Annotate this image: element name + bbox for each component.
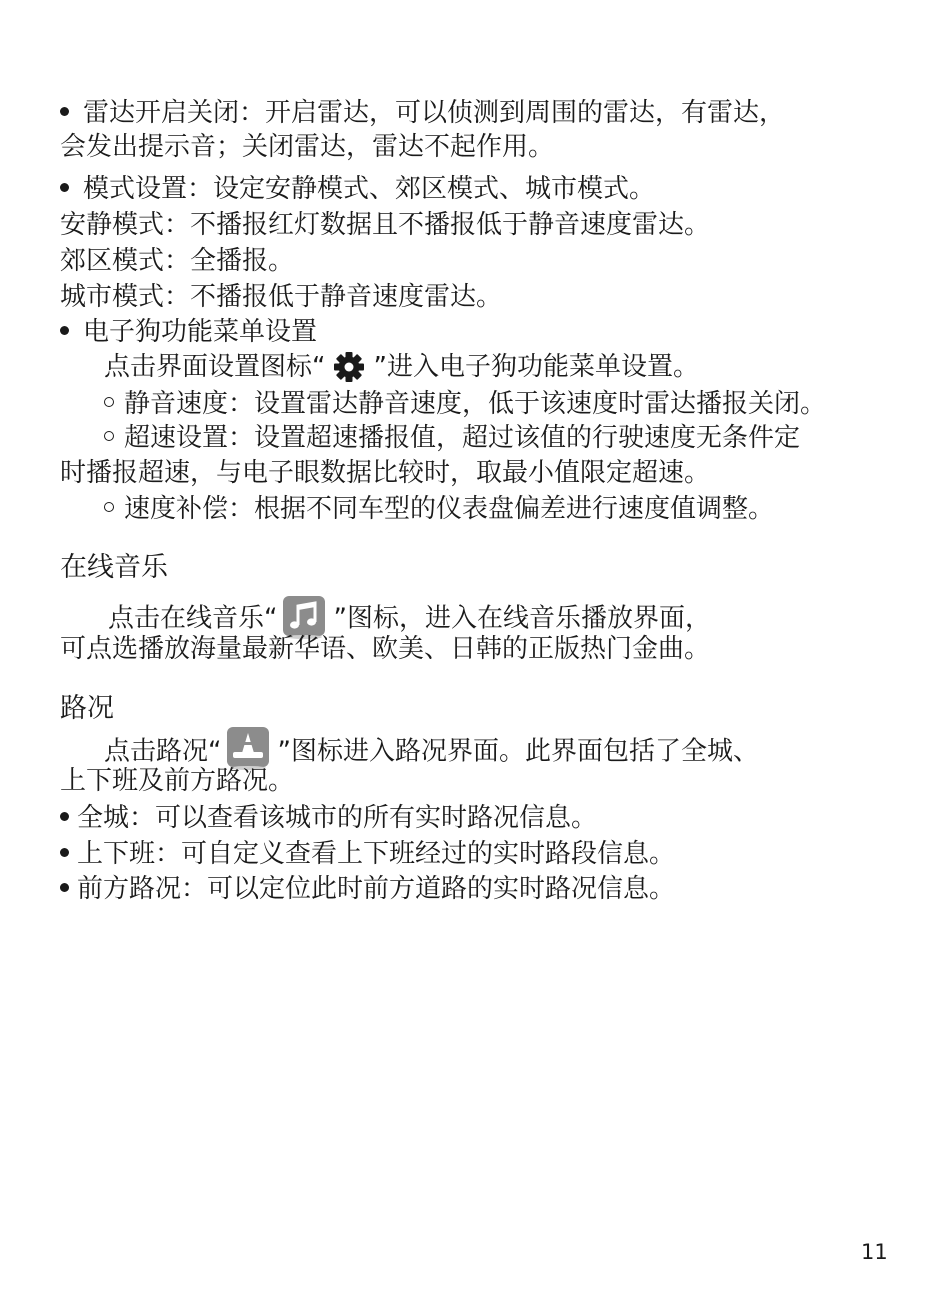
ring-bullet bbox=[104, 397, 114, 407]
mode-quiet: 安静模式：不播报红灯数据且不播报低于静音速度雷达。 bbox=[60, 210, 711, 240]
mode-suburb: 郊区模式：全播报。 bbox=[60, 246, 295, 276]
mode-city: 城市模式：不播报低于静音速度雷达。 bbox=[60, 282, 503, 312]
traffic-instruction-line2: 上下班及前方路况。 bbox=[60, 766, 295, 796]
page-number: 11 bbox=[861, 1240, 888, 1264]
bullet-dot bbox=[60, 883, 69, 892]
bullet-dot bbox=[60, 326, 69, 335]
traffic-section-title: 路况 bbox=[60, 693, 114, 724]
traffic-bullet-commute: 上下班：可自定义查看上下班经过的实时路段信息。 bbox=[60, 837, 675, 871]
mode-bullet: 模式设置：设定安静模式、郊区模式、城市模式。 bbox=[60, 172, 655, 206]
radar-bullet-line2: 会发出提示音；关闭雷达，雷达不起作用。 bbox=[60, 132, 555, 162]
bullet-dot bbox=[60, 183, 69, 192]
overspeed-item-line2: 时播报超速，与电子眼数据比较时，取最小值限定超速。 bbox=[60, 458, 711, 488]
music-section-title: 在线音乐 bbox=[60, 552, 168, 583]
bullet-dot bbox=[60, 848, 69, 857]
dog-instruction: 点击界面设置图标“ ”进入电子狗功能菜单设置。 bbox=[104, 350, 699, 385]
traffic-instruction-line1: 点击路况“ ”图标进入路况界面。此界面包括了全城、 bbox=[104, 729, 759, 775]
radar-bullet-line1: 雷达开启关闭：开启雷达，可以侦测到周围的雷达，有雷达， bbox=[60, 96, 785, 130]
mute-speed-item: 静音速度：设置雷达静音速度，低于该速度时雷达播报关闭。 bbox=[104, 387, 826, 421]
dog-menu-bullet: 电子狗功能菜单设置 bbox=[60, 315, 317, 349]
traffic-bullet-citywide: 全城：可以查看该城市的所有实时路况信息。 bbox=[60, 801, 597, 835]
gear-icon bbox=[329, 351, 369, 385]
bullet-dot bbox=[60, 812, 69, 821]
ring-bullet bbox=[104, 502, 114, 512]
overspeed-item-line1: 超速设置：设置超速播报值，超过该值的行驶速度无条件定 bbox=[104, 421, 800, 455]
bullet-dot bbox=[60, 107, 69, 116]
speed-comp-item: 速度补偿：根据不同车型的仪表盘偏差进行速度值调整。 bbox=[104, 492, 774, 526]
music-instruction-line2: 可点选播放海量最新华语、欧美、日韩的正版热门金曲。 bbox=[60, 634, 711, 664]
ring-bullet bbox=[104, 431, 114, 441]
music-instruction-line1: 点击在线音乐“ ”图标，进入在线音乐播放界面， bbox=[108, 596, 711, 642]
traffic-bullet-ahead: 前方路况：可以定位此时前方道路的实时路况信息。 bbox=[60, 872, 675, 906]
